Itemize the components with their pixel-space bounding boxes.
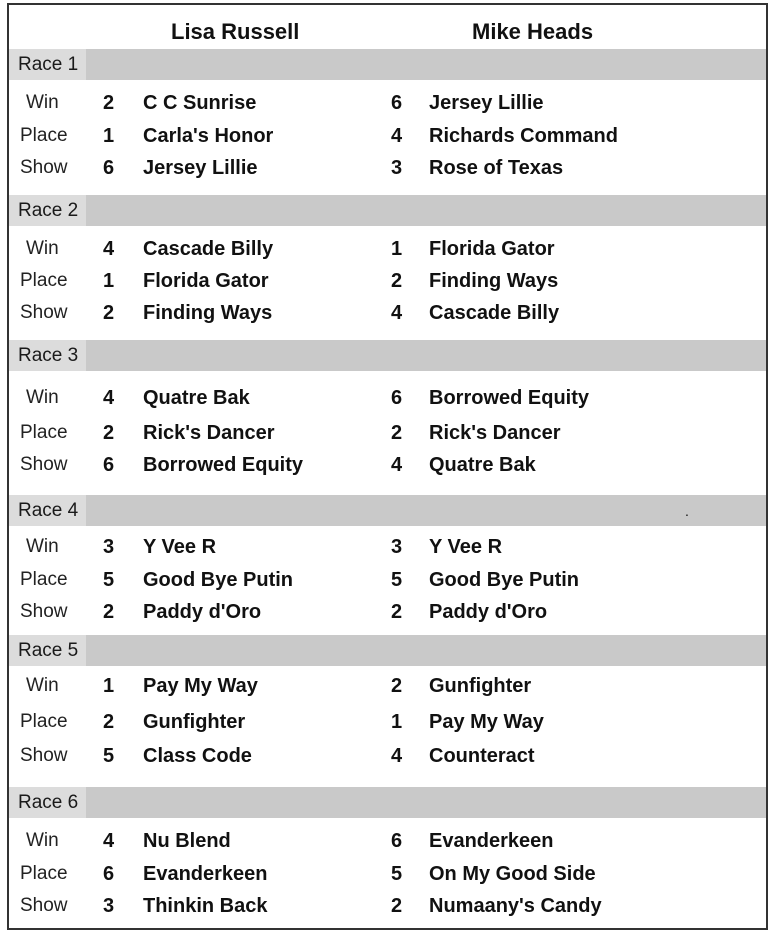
lisa-pick-horse: Class Code — [143, 745, 252, 767]
mike-pick-number: 4 — [391, 454, 403, 476]
position-label: Show — [20, 302, 68, 323]
lisa-pick-number: 6 — [103, 157, 115, 179]
mike-pick-number: 4 — [391, 302, 403, 324]
mike-pick-number: 6 — [391, 830, 403, 852]
race-header — [9, 49, 766, 80]
lisa-pick-number: 6 — [103, 863, 115, 885]
mike-pick-horse: Borrowed Equity — [429, 387, 590, 409]
mike-pick-horse: Quatre Bak — [429, 454, 536, 476]
mike-pick-horse: Cascade Billy — [429, 302, 560, 324]
mike-pick-horse: Richards Command — [429, 125, 618, 147]
lisa-pick-horse: Rick's Dancer — [143, 422, 275, 444]
position-label: Place — [20, 270, 68, 291]
lisa-pick-horse: Evanderkeen — [143, 863, 268, 885]
race-header — [9, 787, 766, 818]
lisa-pick-number: 2 — [103, 711, 115, 733]
lisa-pick-horse: Y Vee R — [143, 536, 217, 558]
lisa-pick-number: 1 — [103, 270, 115, 292]
position-label: Place — [20, 569, 68, 590]
position-label: Place — [20, 711, 68, 732]
mike-pick-number: 3 — [391, 536, 403, 558]
pick-row — [9, 564, 766, 596]
position-label: Show — [20, 601, 68, 622]
pick-row — [9, 740, 766, 772]
lisa-pick-number: 2 — [103, 302, 115, 324]
mike-pick-horse: Numaany's Candy — [429, 895, 602, 917]
lisa-pick-number: 3 — [103, 536, 115, 558]
mike-pick-number: 1 — [391, 238, 403, 260]
lisa-pick-horse: Gunfighter — [143, 711, 246, 733]
lisa-pick-number: 1 — [103, 675, 115, 697]
mike-pick-number: 3 — [391, 157, 403, 179]
mike-pick-number: 6 — [391, 92, 403, 114]
pick-row — [9, 858, 766, 890]
pick-row — [9, 670, 766, 702]
position-label: Win — [26, 675, 59, 696]
lisa-pick-horse: Nu Blend — [143, 830, 231, 852]
pick-row — [9, 120, 766, 152]
race-label: Race 4 — [9, 495, 86, 526]
mike-pick-horse: Jersey Lillie — [429, 92, 544, 114]
race-header — [9, 495, 766, 526]
position-label: Win — [26, 387, 59, 408]
pick-row — [9, 825, 766, 857]
lisa-pick-number: 5 — [103, 745, 115, 767]
race-label: Race 5 — [9, 635, 86, 666]
lisa-pick-number: 5 — [103, 569, 115, 591]
mike-pick-number: 5 — [391, 569, 403, 591]
mike-pick-number: 5 — [391, 863, 403, 885]
lisa-pick-horse: Carla's Honor — [143, 125, 274, 147]
mike-pick-number: 2 — [391, 422, 403, 444]
race-header — [9, 635, 766, 666]
position-label: Win — [26, 830, 59, 851]
mike-pick-number: 2 — [391, 270, 403, 292]
lisa-pick-horse: Finding Ways — [143, 302, 273, 324]
race-header — [9, 340, 766, 371]
mike-pick-horse: Y Vee R — [429, 536, 503, 558]
mike-pick-horse: On My Good Side — [429, 863, 596, 885]
mike-pick-horse: Rose of Texas — [429, 157, 564, 179]
lisa-pick-number: 2 — [103, 601, 115, 623]
mike-pick-number: 1 — [391, 711, 403, 733]
pick-row — [9, 152, 766, 184]
mike-pick-horse: Paddy d'Oro — [429, 601, 548, 623]
lisa-pick-number: 6 — [103, 454, 115, 476]
mike-pick-horse: Counteract — [429, 745, 535, 767]
race-label: Race 1 — [9, 49, 86, 80]
lisa-pick-horse: Pay My Way — [143, 675, 258, 697]
race-label: Race 3 — [9, 340, 86, 371]
mike-pick-horse: Pay My Way — [429, 711, 544, 733]
position-label: Place — [20, 125, 68, 146]
lisa-pick-horse: Borrowed Equity — [143, 454, 304, 476]
position-label: Win — [26, 536, 59, 557]
lisa-pick-number: 1 — [103, 125, 115, 147]
mike-pick-horse: Rick's Dancer — [429, 422, 561, 444]
lisa-pick-number: 2 — [103, 92, 115, 114]
lisa-pick-number: 4 — [103, 238, 115, 260]
mike-pick-horse: Good Bye Putin — [429, 569, 579, 591]
mike-pick-horse: Finding Ways — [429, 270, 559, 292]
pick-row — [9, 596, 766, 628]
lisa-pick-horse: Thinkin Back — [143, 895, 268, 917]
lisa-pick-horse: Quatre Bak — [143, 387, 250, 409]
mike-pick-horse: Evanderkeen — [429, 830, 554, 852]
position-label: Win — [26, 92, 59, 113]
lisa-pick-horse: Cascade Billy — [143, 238, 274, 260]
pick-row — [9, 531, 766, 563]
pick-row — [9, 449, 766, 481]
mike-pick-number: 2 — [391, 895, 403, 917]
race-header — [9, 195, 766, 226]
mike-pick-number: 2 — [391, 601, 403, 623]
mike-pick-horse: Florida Gator — [429, 238, 555, 260]
mike-pick-number: 4 — [391, 745, 403, 767]
lisa-pick-horse: Good Bye Putin — [143, 569, 293, 591]
pick-row — [9, 233, 766, 265]
pick-row — [9, 417, 766, 449]
lisa-pick-number: 4 — [103, 830, 115, 852]
pick-row — [9, 87, 766, 119]
picks-sheet — [7, 3, 768, 930]
pick-row — [9, 706, 766, 738]
mike-pick-number: 2 — [391, 675, 403, 697]
lisa-pick-number: 4 — [103, 387, 115, 409]
position-label: Place — [20, 863, 68, 884]
position-label: Show — [20, 745, 68, 766]
player-name-mike: Mike Heads — [472, 19, 594, 44]
pick-row — [9, 382, 766, 414]
mike-pick-number: 4 — [391, 125, 403, 147]
pick-row — [9, 297, 766, 329]
lisa-pick-horse: Paddy d'Oro — [143, 601, 262, 623]
position-label: Win — [26, 238, 59, 259]
position-label: Show — [20, 157, 68, 178]
race-label: Race 2 — [9, 195, 86, 226]
lisa-pick-horse: Jersey Lillie — [143, 157, 258, 179]
race-label: Race 6 — [9, 787, 86, 818]
position-label: Show — [20, 895, 68, 916]
position-label: Show — [20, 454, 68, 475]
lisa-pick-number: 2 — [103, 422, 115, 444]
stray-mark: . — [685, 503, 689, 519]
position-label: Place — [20, 422, 68, 443]
pick-row — [9, 890, 766, 922]
mike-pick-horse: Gunfighter — [429, 675, 532, 697]
header-row — [9, 5, 766, 51]
mike-pick-number: 6 — [391, 387, 403, 409]
player-name-lisa: Lisa Russell — [171, 19, 300, 44]
lisa-pick-horse: C C Sunrise — [143, 92, 257, 114]
lisa-pick-number: 3 — [103, 895, 115, 917]
lisa-pick-horse: Florida Gator — [143, 270, 269, 292]
pick-row — [9, 265, 766, 297]
